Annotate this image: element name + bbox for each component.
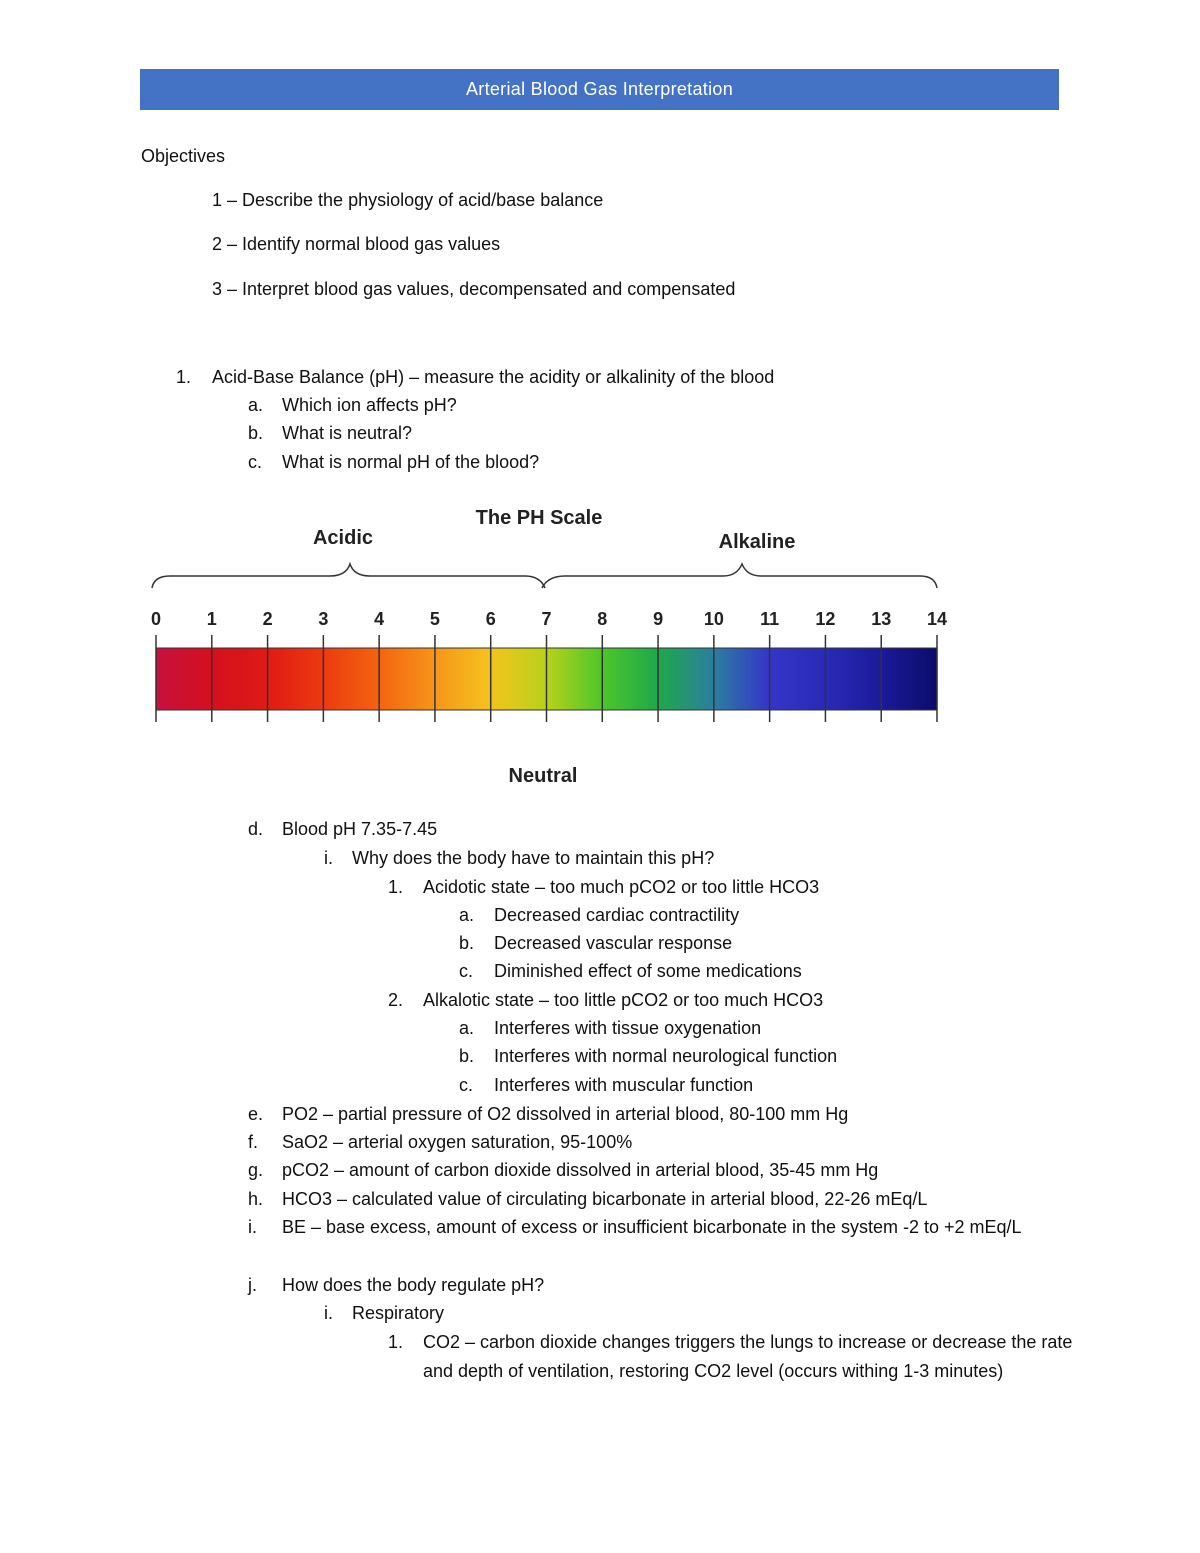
- ph-tick-label: 10: [703, 609, 724, 629]
- ph-tick-label: 4: [374, 609, 385, 629]
- list-item: Blood pH 7.35-7.45: [282, 819, 438, 839]
- list-item: CO2 – carbon dioxide changes triggers the lungs to increase or decrease the rate and depth of ventilation, restoring CO2 level (occurs withing 1-3 minutes): [423, 1332, 1073, 1381]
- ph-tick-label: 13: [871, 609, 892, 629]
- list-marker: c.: [459, 961, 474, 981]
- list-marker: 1.: [176, 367, 192, 387]
- list-item: SaO2 – arterial oxygen saturation, 95-100%: [282, 1132, 633, 1152]
- list-item: Why does the body have to maintain this pH?: [352, 848, 715, 868]
- acidic-brace: [152, 564, 545, 588]
- list-marker: i.: [248, 1217, 257, 1237]
- list-item: What is neutral?: [282, 423, 413, 443]
- list-marker: c.: [248, 452, 263, 472]
- list-marker: i.: [324, 848, 333, 868]
- list-marker: i.: [324, 1303, 333, 1323]
- objective-item: 1 – Describe the physiology of acid/base balance: [212, 190, 604, 210]
- list-item: Interferes with tissue oxygenation: [494, 1018, 762, 1038]
- list-marker: b.: [459, 933, 475, 953]
- list-item: Diminished effect of some medications: [494, 961, 802, 981]
- list-marker: a.: [459, 1018, 475, 1038]
- ph-tick-label: 0: [150, 609, 162, 629]
- neutral-label: Neutral: [508, 765, 578, 787]
- alkaline-brace: [542, 564, 937, 588]
- list-marker: f.: [248, 1132, 259, 1152]
- list-marker: a.: [248, 395, 264, 415]
- list-item: pCO2 – amount of carbon dioxide dissolved in arterial blood, 35-45 mm Hg: [282, 1160, 879, 1180]
- list-item: Interferes with muscular function: [494, 1075, 754, 1095]
- section-heading: Acid-Base Balance (pH) – measure the acidity or alkalinity of the blood: [212, 367, 775, 387]
- alkaline-label: Alkaline: [718, 531, 796, 553]
- list-marker: b.: [248, 423, 264, 443]
- ph-tick-label: 14: [926, 609, 948, 629]
- list-item: HCO3 – calculated value of circulating bicarbonate in arterial blood, 22-26 mEq/L: [282, 1189, 928, 1209]
- objective-item: 3 – Interpret blood gas values, decompensated and compensated: [212, 279, 736, 299]
- objectives-heading: Objectives: [141, 146, 226, 166]
- list-marker: g.: [248, 1160, 264, 1180]
- ph-tick-label: 6: [485, 609, 496, 629]
- objective-item: 2 – Identify normal blood gas values: [212, 234, 501, 254]
- ph-tick-label: 7: [541, 609, 552, 629]
- list-marker: 1.: [388, 1332, 404, 1352]
- list-marker: 2.: [388, 990, 404, 1010]
- ph-tick-label: 8: [597, 609, 608, 629]
- list-item: Interferes with normal neurological function: [494, 1046, 838, 1066]
- list-marker: c.: [459, 1075, 474, 1095]
- list-marker: h.: [248, 1189, 264, 1209]
- list-item: Acidotic state – too much pCO2 or too little HCO3: [423, 877, 820, 897]
- document-title: Arterial Blood Gas Interpretation: [140, 69, 1059, 110]
- list-marker: 1.: [388, 877, 404, 897]
- list-marker: a.: [459, 905, 475, 925]
- ph-tick-label: 12: [815, 609, 836, 629]
- acidic-label: Acidic: [312, 527, 374, 549]
- list-item: Respiratory: [352, 1303, 445, 1323]
- list-item: PO2 – partial pressure of O2 dissolved in arterial blood, 80-100 mm Hg: [282, 1104, 849, 1124]
- ph-tick-label: 1: [206, 609, 217, 629]
- list-marker: j.: [248, 1275, 257, 1295]
- ph-tick-label: 3: [318, 609, 329, 629]
- list-marker: b.: [459, 1046, 475, 1066]
- ph-tick-label: 11: [760, 609, 780, 629]
- list-item: BE – base excess, amount of excess or insufficient bicarbonate in the system -2 to +2 mEq/L: [282, 1217, 1022, 1237]
- ph-scale-figure: [140, 498, 960, 798]
- ph-tick-label: 5: [429, 609, 440, 629]
- list-marker: e.: [248, 1104, 264, 1124]
- list-item: Alkalotic state – too little pCO2 or too much HCO3: [423, 990, 824, 1010]
- list-item: What is normal pH of the blood?: [282, 452, 540, 472]
- ph-tick-label: 2: [262, 609, 273, 629]
- list-item: Decreased vascular response: [494, 933, 733, 953]
- ph-scale-title: The PH Scale: [475, 507, 603, 529]
- list-item: Which ion affects pH?: [282, 395, 457, 415]
- list-marker: d.: [248, 819, 264, 839]
- list-item: How does the body regulate pH?: [282, 1275, 545, 1295]
- list-item: Decreased cardiac contractility: [494, 905, 740, 925]
- ph-tick-label: 9: [653, 609, 664, 629]
